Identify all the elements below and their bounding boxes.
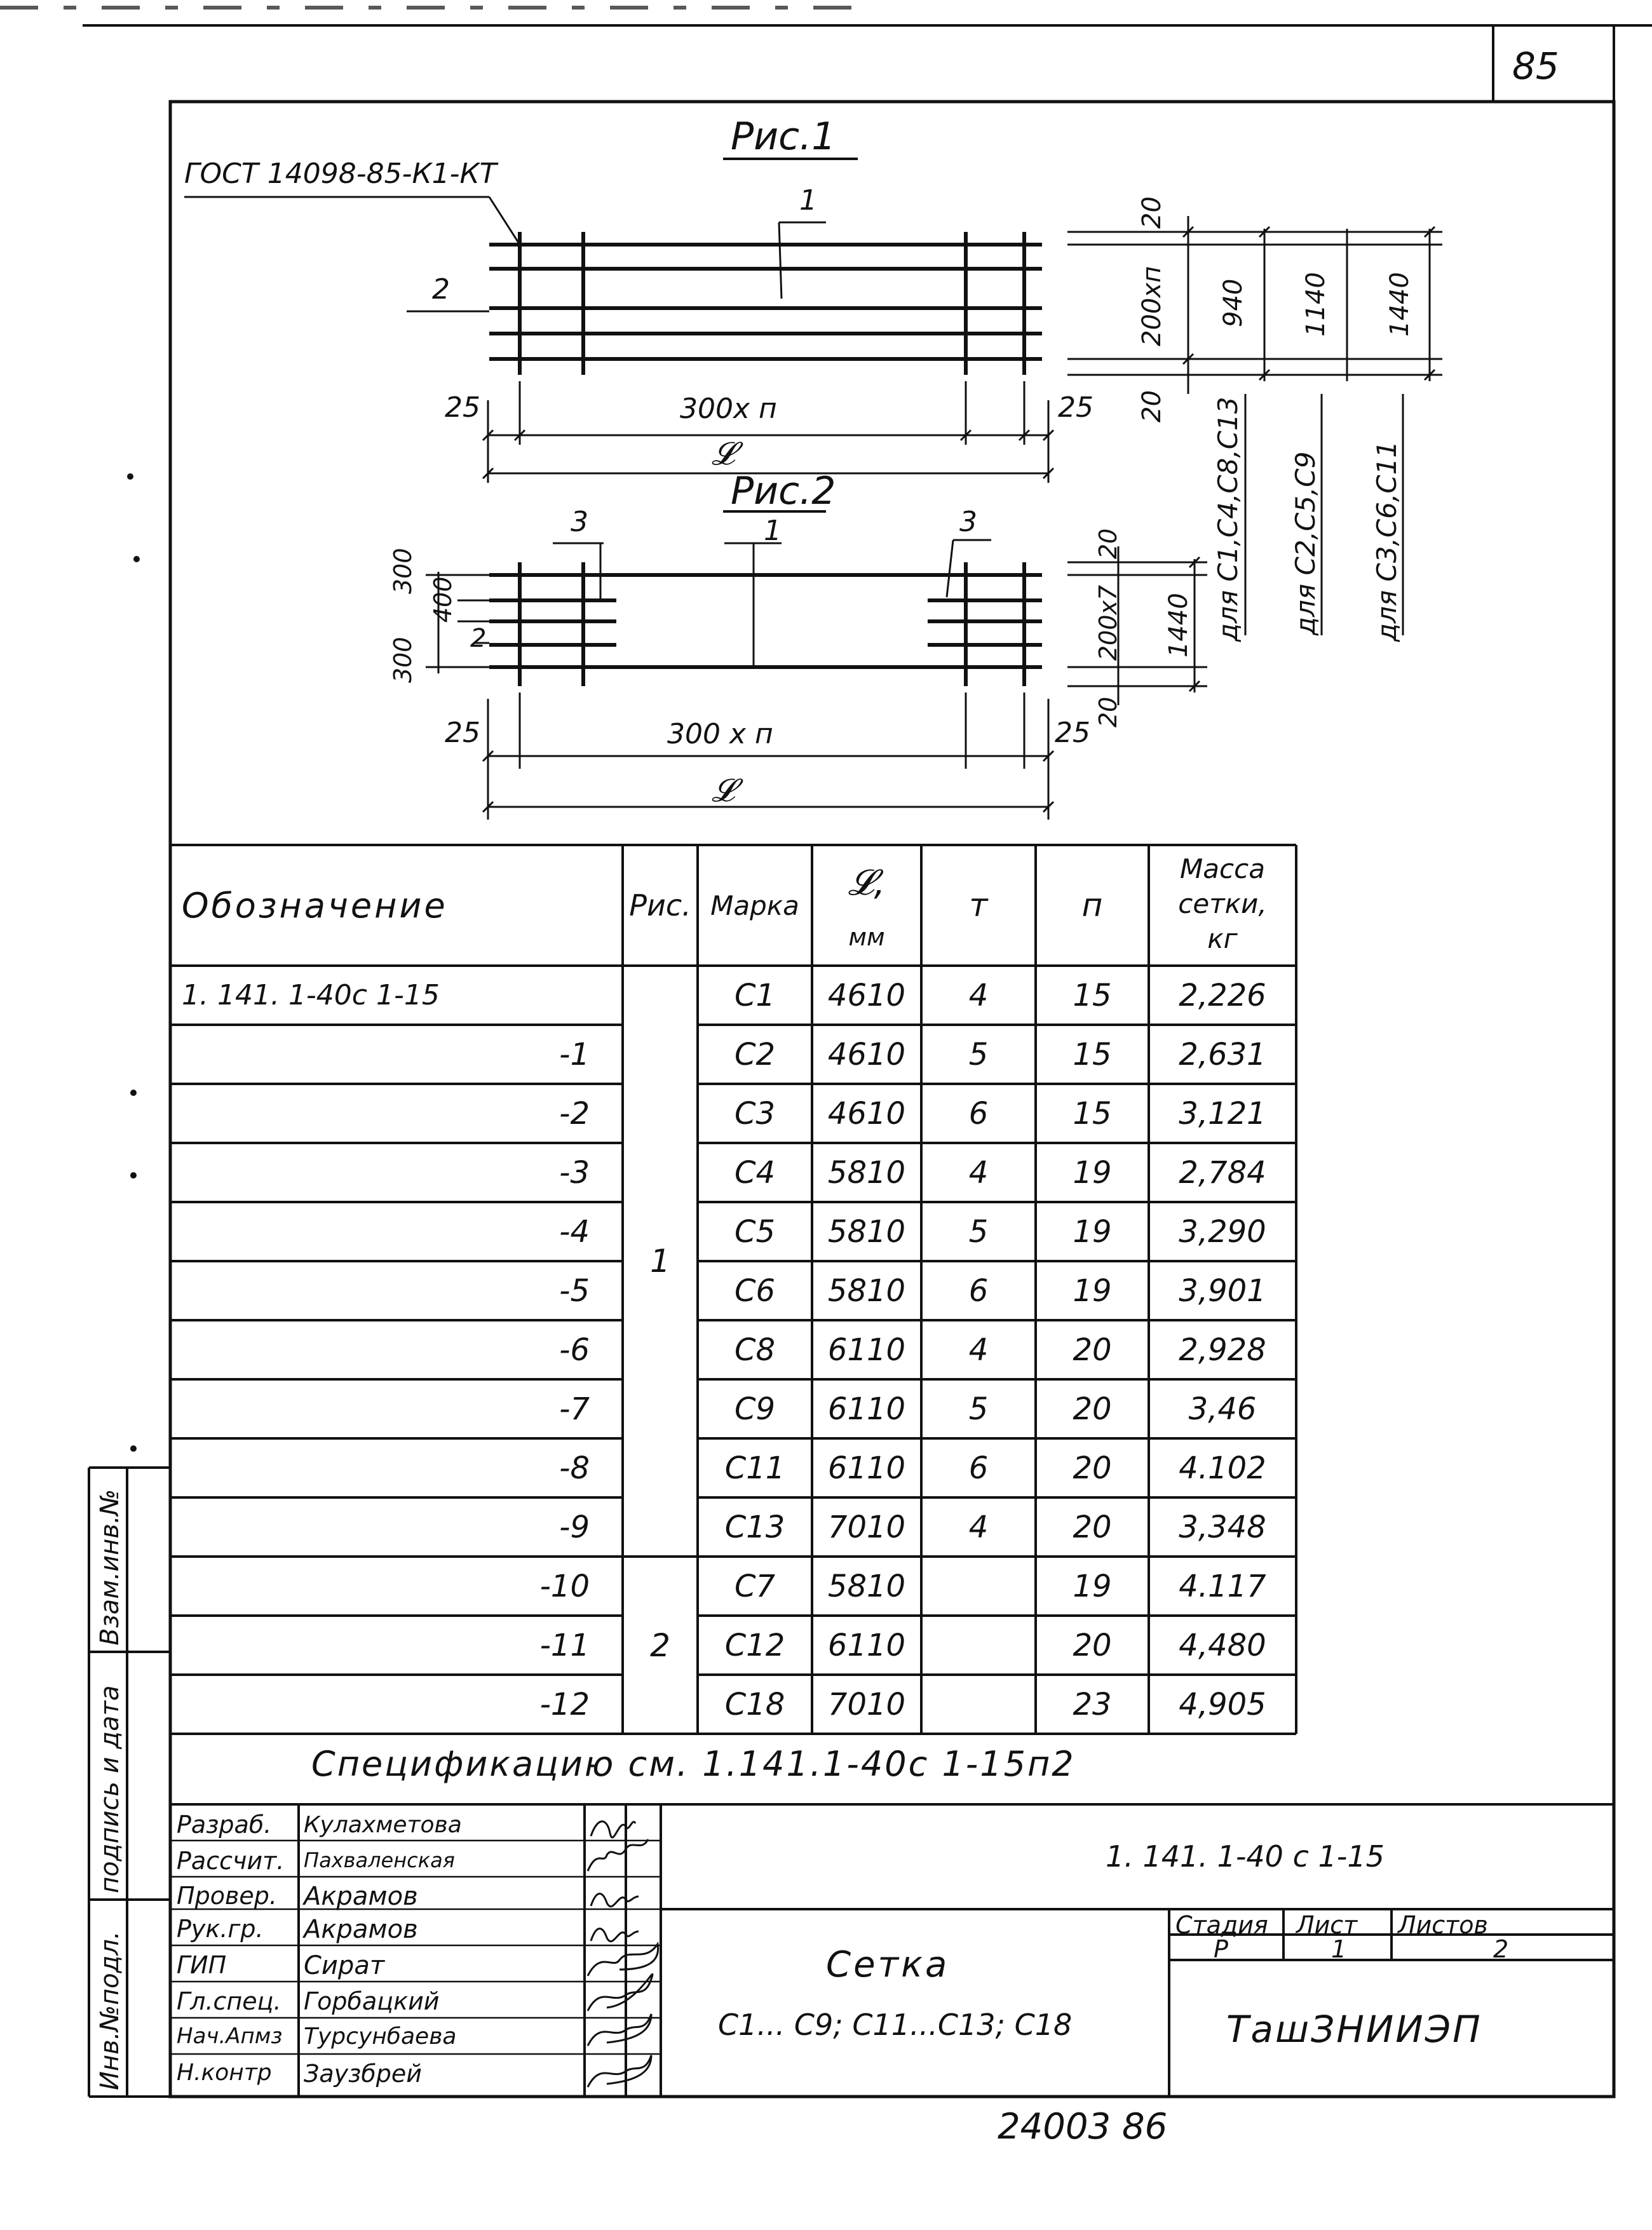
table-row-mass: 2,928 bbox=[1179, 1332, 1266, 1368]
fig1-dim-25-left: 25 bbox=[445, 391, 480, 424]
name-calculated: Пахваленская bbox=[304, 1848, 455, 1872]
table-row-n: 19 bbox=[1073, 1213, 1112, 1250]
table-row-length: 4610 bbox=[827, 1036, 906, 1072]
table-row-mark: С4 bbox=[734, 1154, 776, 1191]
page-number: 85 bbox=[1512, 44, 1559, 88]
header-n: п bbox=[1081, 887, 1103, 924]
table-row-n: 20 bbox=[1073, 1627, 1112, 1663]
table-row-designation: 1. 141. 1-40с 1-15 bbox=[182, 979, 440, 1011]
fig2-dim-1440: 1440 bbox=[1164, 593, 1193, 658]
fig2-dim-20-top: 20 bbox=[1094, 528, 1122, 559]
table-row-length: 6110 bbox=[827, 1627, 906, 1663]
specification-note: Спецификацию см. 1.141.1-40с 1-15п2 bbox=[311, 1744, 1076, 1784]
table-row-mark: С3 bbox=[734, 1095, 776, 1132]
signature-1 bbox=[591, 1821, 635, 1837]
name-chief-specialist: Горбацкий bbox=[304, 1987, 440, 2015]
table-row-m: 4 bbox=[968, 977, 989, 1013]
fig2-dim-span: 300 х п bbox=[667, 718, 773, 750]
table-row-mark: С13 bbox=[724, 1509, 785, 1545]
table-row-designation: -2 bbox=[559, 1095, 590, 1132]
fig1-dim-1140: 1140 bbox=[1301, 272, 1330, 337]
fig1-for-1140: для С2,С5,С9 bbox=[1290, 451, 1321, 635]
table-row-designation: -4 bbox=[559, 1213, 590, 1250]
table-row-n: 19 bbox=[1073, 1273, 1112, 1309]
fig-group-2: 2 bbox=[650, 1626, 670, 1664]
header-designation: Обозначение bbox=[182, 885, 448, 926]
fig2-dim-200x7: 200х7 bbox=[1094, 585, 1122, 661]
table-row-mass: 3,121 bbox=[1179, 1095, 1266, 1132]
table-row-n: 20 bbox=[1073, 1391, 1112, 1427]
table-row-m: 5 bbox=[968, 1213, 989, 1250]
table-row-mass: 4,905 bbox=[1179, 1686, 1266, 1722]
bottom-number: 24003 86 bbox=[998, 2106, 1168, 2147]
header-m: т bbox=[969, 887, 988, 924]
table-row-designation: -7 bbox=[559, 1391, 590, 1427]
fig1-leader-2: 2 bbox=[432, 273, 450, 306]
table-row-length: 6110 bbox=[827, 1391, 906, 1427]
table-row-mass: 3,46 bbox=[1188, 1391, 1257, 1427]
fig2-dim-400: 400 bbox=[429, 576, 457, 623]
table-row-mark: С2 bbox=[734, 1036, 776, 1072]
table-row-mark: С9 bbox=[734, 1391, 776, 1427]
table-row-length: 6110 bbox=[827, 1332, 906, 1368]
table-row-length: 7010 bbox=[827, 1509, 906, 1545]
table-row-mark: С7 bbox=[734, 1568, 776, 1604]
organization-name: ТашЗНИИЭП bbox=[1226, 2008, 1482, 2051]
signature-3 bbox=[591, 1894, 639, 1907]
table-row-length: 5810 bbox=[827, 1568, 906, 1604]
fig1-gost-label: ГОСТ 14098-85-К1-КТ bbox=[184, 158, 497, 190]
role-developer: Разраб. bbox=[177, 1811, 272, 1839]
table-row-n: 15 bbox=[1073, 1036, 1112, 1072]
sheets-value: 2 bbox=[1493, 1935, 1509, 1963]
name-group-lead: Акрамов bbox=[304, 1915, 418, 1944]
fig1-dim-1440: 1440 bbox=[1385, 272, 1414, 337]
role-norm-control: Н.контр bbox=[177, 2060, 272, 2086]
name-developer: Кулахметова bbox=[304, 1812, 462, 1838]
table-row-m: 5 bbox=[968, 1036, 989, 1072]
role-checked: Провер. bbox=[177, 1882, 277, 1910]
table-row-m bbox=[921, 1616, 1036, 1675]
table-row-designation: -8 bbox=[559, 1450, 590, 1486]
drawing-name-line2: С1... С9; С11...С13; С18 bbox=[718, 2008, 1073, 2042]
fig2-leader-3b: 3 bbox=[959, 506, 977, 538]
fig1-dim-span: 300х п bbox=[680, 393, 777, 425]
fig1-dim-200n: 200хп bbox=[1137, 266, 1167, 346]
table-row-mark: С5 bbox=[734, 1213, 776, 1250]
table-row-mass: 2,226 bbox=[1179, 977, 1266, 1013]
table-row-n: 20 bbox=[1073, 1450, 1112, 1486]
table-row-mark: С1 bbox=[734, 977, 776, 1013]
table-row-m: 4 bbox=[968, 1509, 989, 1545]
table-row-m: 5 bbox=[968, 1391, 989, 1427]
header-mark: Марка bbox=[710, 889, 799, 921]
header-mass-line1: Масса bbox=[1180, 853, 1265, 884]
fig2-dim-20-bottom: 20 bbox=[1094, 696, 1122, 727]
table-row-m: 6 bbox=[968, 1095, 989, 1132]
role-group-lead: Рук.гр. bbox=[177, 1915, 264, 1943]
fig2-title: Рис.2 bbox=[731, 469, 836, 513]
header-mass-line3: кг bbox=[1207, 923, 1238, 954]
stage-value: Р bbox=[1214, 1935, 1228, 1963]
fig1-for-1440: для С3,С6,С11 bbox=[1371, 440, 1402, 642]
header-length: 𝓛, bbox=[848, 862, 886, 903]
table-row-n: 19 bbox=[1073, 1568, 1112, 1604]
table-row-length: 5810 bbox=[827, 1213, 906, 1250]
table-row-mass: 3,290 bbox=[1179, 1213, 1266, 1250]
document-code: 1. 141. 1-40 с 1-15 bbox=[1106, 1839, 1385, 1874]
name-chief-engineer: Сират bbox=[304, 1951, 385, 1980]
name-dept-head: Турсунбаева bbox=[304, 2024, 457, 2050]
table-row-n: 20 bbox=[1073, 1332, 1112, 1368]
table-row-mark: С18 bbox=[724, 1686, 785, 1722]
drawing-name-line1: Сетка bbox=[826, 1944, 950, 1985]
header-fig: Рис. bbox=[629, 888, 691, 922]
table-row-mass: 4.117 bbox=[1179, 1568, 1266, 1604]
table-row-mark: С11 bbox=[724, 1450, 785, 1486]
sheets-label: Листов bbox=[1398, 1911, 1488, 1939]
fig1-dim-20-bottom: 20 bbox=[1137, 390, 1167, 422]
fig2-leader-2: 2 bbox=[470, 624, 487, 653]
fig-group-1: 1 bbox=[650, 1243, 670, 1280]
table-row-designation: -1 bbox=[559, 1036, 590, 1072]
fig1-dim-length: 𝓛 bbox=[712, 435, 735, 472]
table-row-m: 6 bbox=[968, 1450, 989, 1486]
stage-label: Стадия bbox=[1175, 1911, 1268, 1939]
table-row-length: 5810 bbox=[827, 1154, 906, 1191]
fig2-dim-25-left: 25 bbox=[445, 717, 480, 749]
fig2-dim-length: 𝓛 bbox=[712, 772, 735, 809]
table-row-mark: С12 bbox=[724, 1627, 785, 1663]
table-row-mark: С8 bbox=[734, 1332, 776, 1368]
fig1-dim-25-right: 25 bbox=[1058, 391, 1093, 424]
table-row-length: 5810 bbox=[827, 1273, 906, 1309]
signature-8 bbox=[588, 2055, 651, 2087]
fig2-dim-300b: 300 bbox=[389, 637, 417, 683]
signature-2 bbox=[588, 1839, 648, 1871]
table-row-n: 15 bbox=[1073, 977, 1112, 1013]
table-row-designation: -3 bbox=[559, 1154, 590, 1191]
table-row-m: 4 bbox=[968, 1154, 989, 1191]
table-row-designation: -6 bbox=[559, 1332, 590, 1368]
table-row-designation: -9 bbox=[559, 1509, 590, 1545]
table-row-mass: 3,348 bbox=[1179, 1509, 1266, 1545]
signature-6 bbox=[588, 1975, 653, 2011]
table-row-n: 23 bbox=[1073, 1686, 1112, 1722]
table-row-m bbox=[921, 1675, 1036, 1734]
side-stamp-sign-date: подпись и дата bbox=[95, 1685, 125, 1893]
table-row-mark: С6 bbox=[734, 1273, 776, 1309]
table-row-n: 20 bbox=[1073, 1509, 1112, 1545]
table-row-m: 6 bbox=[968, 1273, 989, 1309]
fig2-leader-3a: 3 bbox=[571, 506, 588, 538]
fig2-leader-1: 1 bbox=[764, 515, 782, 547]
role-chief-engineer: ГИП bbox=[177, 1951, 227, 1979]
sheet-value: 1 bbox=[1331, 1935, 1347, 1963]
header-length-unit: мм bbox=[848, 923, 885, 951]
table-row-designation: -12 bbox=[539, 1686, 590, 1722]
fig1-for-940: для С1,С4,С8,С13 bbox=[1212, 396, 1243, 642]
table-row-mass: 2,631 bbox=[1179, 1036, 1266, 1072]
table-row-mass: 4.102 bbox=[1179, 1450, 1266, 1486]
table-row-mass: 3,901 bbox=[1179, 1273, 1266, 1309]
fig2-dim-300a: 300 bbox=[389, 548, 417, 594]
table-row-length: 6110 bbox=[827, 1450, 906, 1486]
table-row-length: 4610 bbox=[827, 977, 906, 1013]
role-dept-head: Нач.Апмз bbox=[177, 2024, 283, 2049]
fig1-dim-20-top: 20 bbox=[1137, 196, 1167, 229]
table-row-designation: -10 bbox=[539, 1568, 590, 1604]
table-row-length: 4610 bbox=[827, 1095, 906, 1132]
table-row-m: 4 bbox=[968, 1332, 989, 1368]
table-row-n: 19 bbox=[1073, 1154, 1112, 1191]
name-checked: Акрамов bbox=[304, 1882, 418, 1911]
signature-4 bbox=[591, 1929, 639, 1942]
sheet-label: Лист bbox=[1296, 1911, 1358, 1939]
side-stamp-inv-orig: Инв.№подл. bbox=[95, 1931, 125, 2090]
table-row-length: 7010 bbox=[827, 1686, 906, 1722]
header-mass-line2: сетки, bbox=[1178, 888, 1267, 919]
side-stamp-replacement-inv: Взам.инв.№ bbox=[95, 1489, 125, 1645]
role-chief-specialist: Гл.спец. bbox=[177, 1987, 281, 2015]
signature-7 bbox=[588, 2014, 651, 2046]
table-row-mass: 2,784 bbox=[1179, 1154, 1266, 1191]
table-row-designation: -11 bbox=[539, 1627, 590, 1663]
fig2-dim-25-right: 25 bbox=[1055, 717, 1090, 749]
table-row-designation: -5 bbox=[559, 1273, 590, 1309]
role-calculated: Рассчит. bbox=[177, 1847, 285, 1875]
fig1-leader-1: 1 bbox=[799, 184, 817, 217]
table-row-n: 15 bbox=[1073, 1095, 1112, 1132]
fig1-dim-940: 940 bbox=[1219, 278, 1248, 327]
fig1-title: Рис.1 bbox=[731, 114, 836, 159]
table-row-m bbox=[921, 1557, 1036, 1616]
name-norm-control: Заузбрей bbox=[304, 2060, 422, 2088]
table-row-mass: 4,480 bbox=[1179, 1627, 1266, 1663]
signature-5 bbox=[588, 1944, 658, 1976]
